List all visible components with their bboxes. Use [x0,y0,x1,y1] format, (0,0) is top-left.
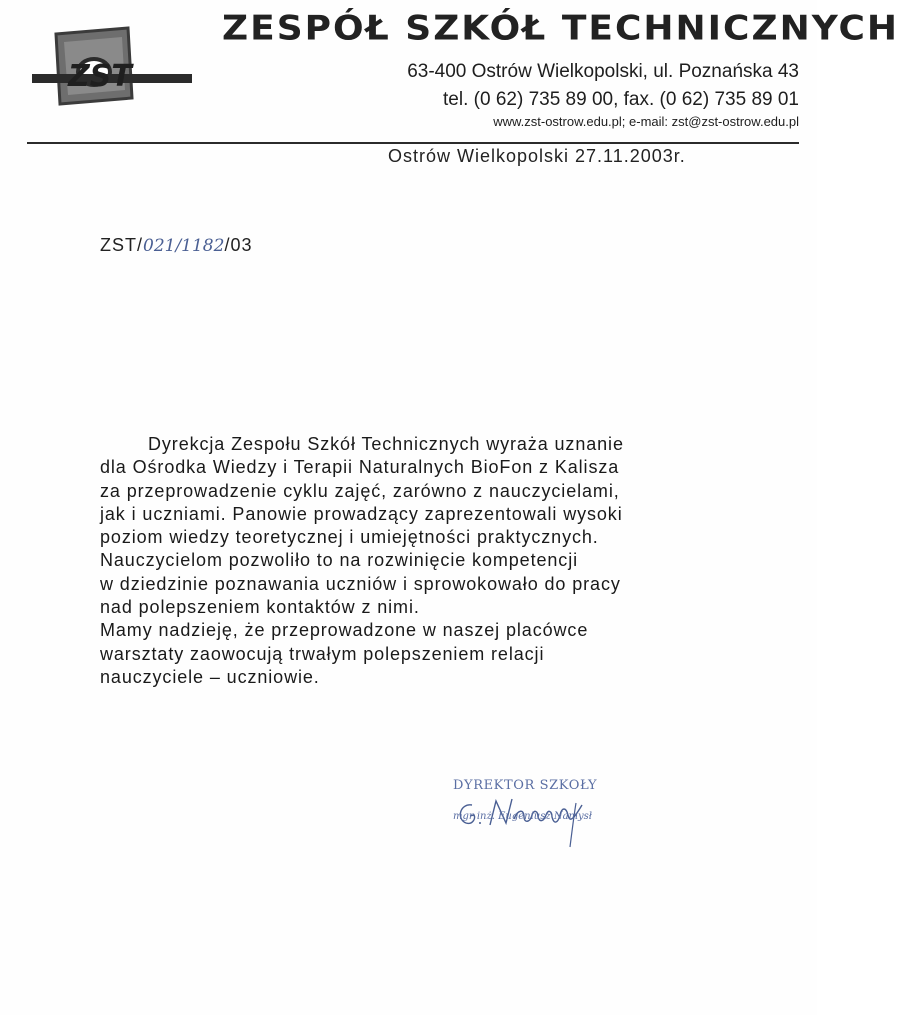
body-line: Nauczycielom pozwoliło to na rozwinięcie kompetencji [100,550,578,571]
body-line: Mamy nadzieję, że przeprowadzone w naszej placówce [100,620,589,641]
reference-number [100,235,252,256]
body-line: nad polepszeniem kontaktów z nimi. [100,597,420,618]
web-email-line: www.zst-ostrow.edu.pl; e-mail: zst@zst-ostrow.edu.pl [493,114,799,129]
body-line: warsztaty zaowocują trwałym polepszeniem relacji [100,643,545,664]
reference-prefix: ZST/ [100,235,143,255]
body-line: w dziedzinie poznawania uczniów i sprowokowało do pracy [100,573,621,594]
letter-body [100,433,690,689]
body-line: za przeprowadzenie cyklu zajęć, zarówno z nauczycielami, [100,480,620,501]
body-line: dla Ośrodka Wiedzy i Terapii Naturalnych BioFon z Kalisza [100,457,620,478]
reference-suffix: /03 [224,235,253,255]
reference-handwritten: 021/1182 [143,236,225,256]
stamp-title: DYREKTOR SZKOŁY [453,778,598,793]
body-line: Dyrekcja Zespołu Szkół Technicznych wyraża uznanie [148,434,624,454]
director-stamp [450,775,620,855]
phone-fax-line: tel. (0 62) 735 89 00, fax. (0 62) 735 89 01 [443,89,799,110]
body-line: jak i uczniami. Panowie prowadzący zaprezentowali wysoki [100,503,623,524]
body-line: poziom wiedzy teoretycznej i umiejętności praktycznych. [100,527,599,548]
stamp-name: mgr inż. Eugeniusz Namysł [453,811,593,822]
letterhead-divider [27,142,799,144]
school-logo [28,28,198,128]
logo-text: ZST [68,59,132,94]
address-line: 63-400 Ostrów Wielkopolski, ul. Poznańska 43 [407,61,799,82]
place-date: Ostrów Wielkopolski 27.11.2003r. [388,146,686,166]
body-line: nauczyciele – uczniowie. [100,666,320,687]
org-name: ZESPÓŁ SZKÓŁ TECHNICZNYCH [222,9,899,48]
